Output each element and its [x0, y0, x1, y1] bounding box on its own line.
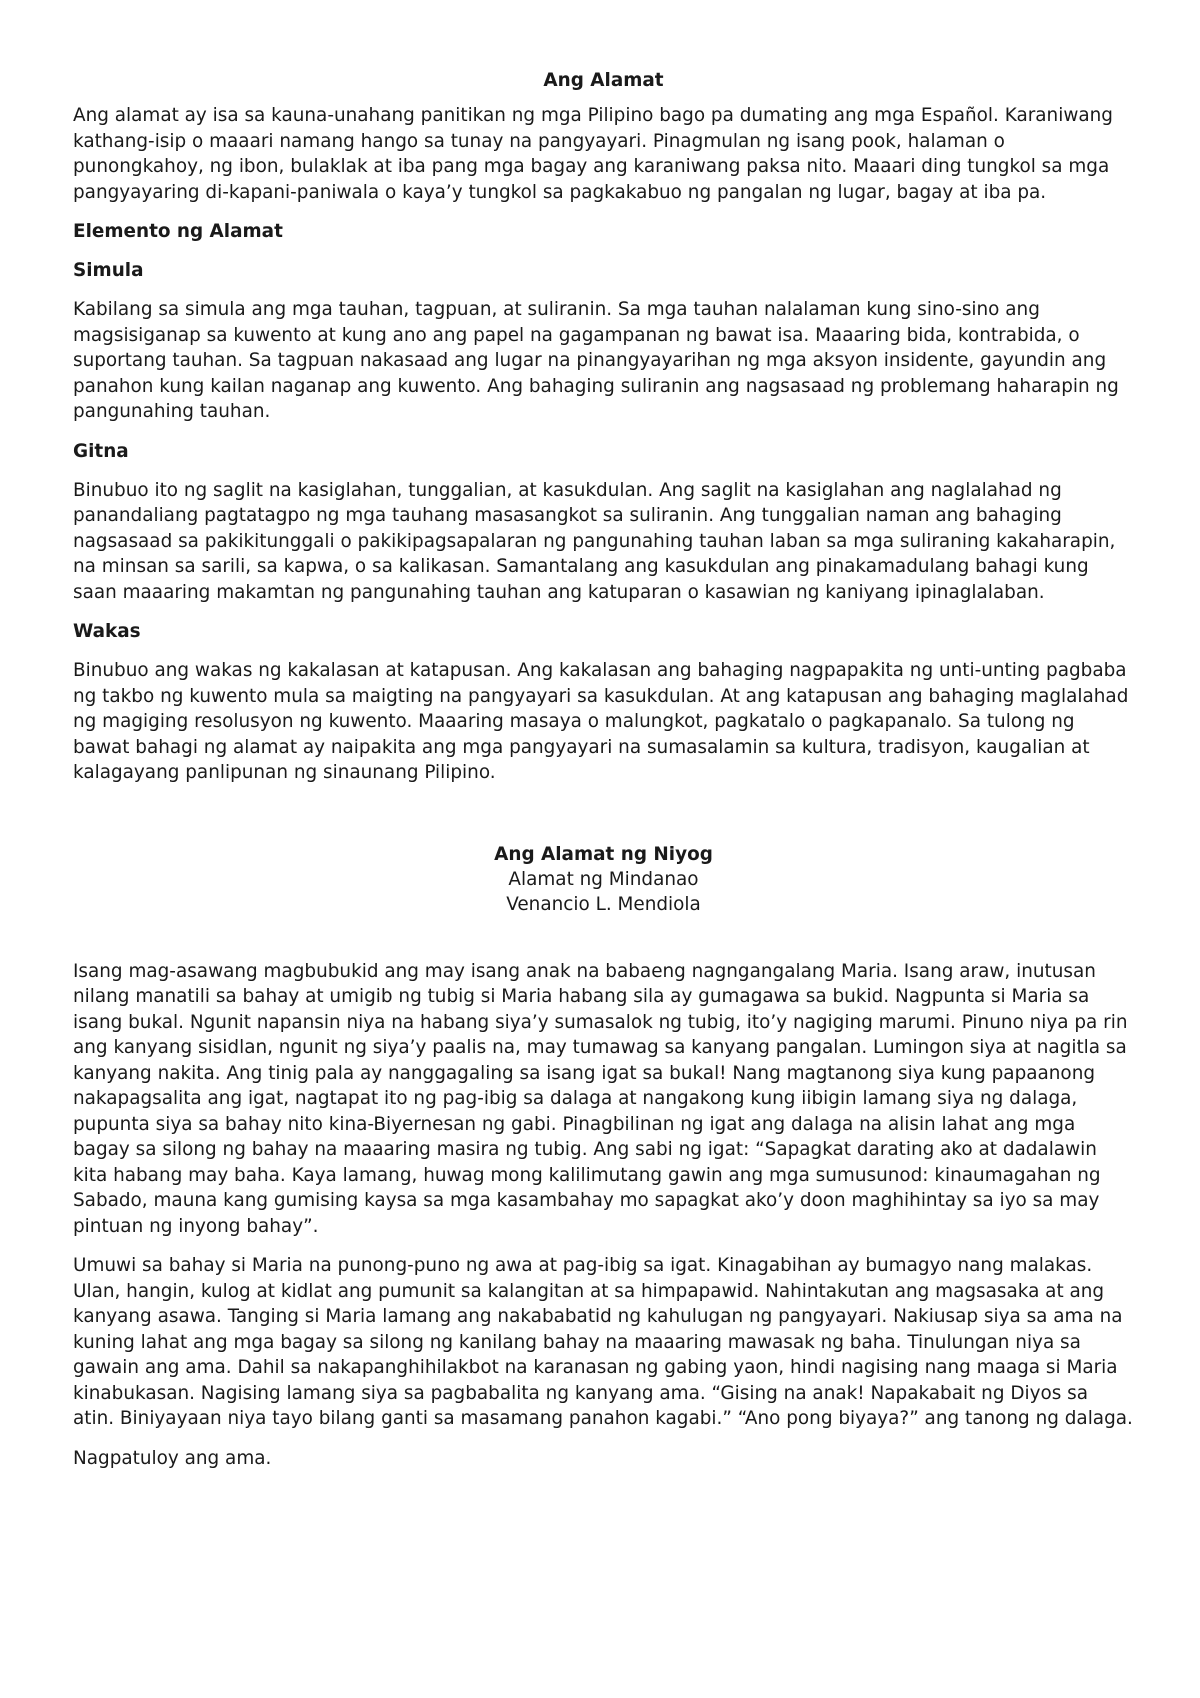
story-author: Venancio L. Mendiola [506, 893, 701, 915]
story-header [73, 842, 1134, 917]
section-heading-wakas: Wakas [73, 621, 141, 642]
section-text-simula: Kabilang sa simula ang mga tauhan, tagpuan, at suliranin. Sa mga tauhan nalalaman kung sino-sino ang magsisiganap sa kuwento at kung ano ang papel na gagampanan ng bawat isa. Maaaring bida, kontrabida, o suportang tauhan. Sa tagpuan nakasaad ang lugar na pinangyayarihan ng mga aksyon insidente, gayundin ang panahon kung kailan naganap ang kuwento. Ang bahaging suliranin ang nagsasaad ng problemang haharapin ng pangunahing tauhan. [73, 299, 1119, 422]
story-title: Ang Alamat ng Niyog [494, 843, 713, 865]
story-subtitle: Alamat ng Mindanao [508, 868, 699, 890]
story-paragraph: Umuwi sa bahay si Maria na punong-puno ng awa at pag-ibig sa igat. Kinagabihan ay bumagyo nang malakas. Ulan, hangin, kulog at kidlat ang pumunit sa kalangitan at sa himpapawid. Nahintakutan ang magsasaka at ang kanyang asawa. Tanging si Maria lamang ang nakababatid ng kahulugan ng pangyayari. Nakiusap siya sa ama na kuning lahat ang mga bagay sa silong ng kanilang bahay na maaaring mawasak ng baha. Tinulungan niya sa gawain ang ama. Dahil sa nakapanghihilakbot na karanasan ng gabing yaon, hindi nagising nang maaga si Maria kinabukasan. Nagising lamang siya sa pagbabalita ng kanyang ama. “Gising na anak! Napakabait ng Diyos sa atin. Biniyayaan niya tayo bilang ganti sa masamang panahon kagabi.” “Ano pong biyaya?” ang tanong ng dalaga. [73, 1255, 1133, 1429]
story-paragraph: Isang mag-asawang magbubukid ang may isang anak na babaeng nagngangalang Maria. Isang araw, inutusan nilang manatili sa bahay at umigib ng tubig si Maria habang sila ay gumagawa sa bukid. Nagpunta si Maria sa isang bukal. Ngunit napansin niya na habang siya’y sumasalok ng tubig, ito’y nagiging marumi. Pinuno niya pa rin ang kanyang sisidlan, ngunit ng siya’y paalis na, may tumawag sa kanyang pangalan. Lumingon siya at nagitla sa kanyang nakita. Ang tinig pala ay nanggagaling sa isang igat sa bukal! Nang magtanong siya kung papaanong nakapagsalita ang igat, nagtapat ito ng pag-ibig sa dalaga at nangakong kung iibigin lamang siya ng dalaga, pupunta siya sa bahay nito kina-Biyernesan ng gabi. Pinagbilinan ng igat ang dalaga na alisin lahat ang mga bagay sa silong ng bahay na maaaring masira ng tubig. Ang sabi ng igat: “Sapagkat darating ako at dadalawin kita habang may baha. Kaya lamang, huwag mong kalilimutang gawin ang mga sumusunod: kinaumagahan ng Sabado, mauna kang gumising kaysa sa mga kasambahay mo sapagkat ako’y doon maghihintay sa iyo sa may pintuan ng inyong bahay”. [73, 960, 1128, 1237]
section-heading-simula: Simula [73, 260, 144, 281]
elements-heading: Elemento ng Alamat [73, 221, 283, 242]
document-title: Ang Alamat [543, 70, 664, 91]
story-paragraph: Nagpatuloy ang ama. [73, 1447, 272, 1469]
section-heading-gitna: Gitna [73, 440, 129, 462]
section-text-gitna: Binubuo ito ng saglit na kasiglahan, tunggalian, at kasukdulan. Ang saglit na kasiglahan ang naglalahad ng panandaliang pagtatagpo ng mga tauhang masasangkot sa suliranin. Ang tunggalian naman ang bahaging nagsasaad sa pakikitunggali o pakikipagsapalaran ng pangunahing tauhan laban sa mga suliraning kakaharapin, na minsan sa sarili, sa kapwa, o sa kalikasan. Samantalang ang kasukdulan ang pinakamadulang bahagi kung saan maaaring makamtan ng pangunahing tauhan ang katuparan o kasawian ng kaniyang ipinaglalaban. [73, 479, 1116, 603]
intro-paragraph: Ang alamat ay isa sa kauna-unahang panitikan ng mga Pilipino bago pa dumating ang mga Español. Karaniwang kathang-isip o maaari namang hango sa tunay na pangyayari. Pinagmulan ng isang pook, halaman o punongkahoy, ng ibon, bulaklak at iba pang mga bagay ang karaniwang paksa nito. Maaari ding tungkol sa mga pangyayaring di-kapani-paniwala o kaya’y tungkol sa pagkakabuo ng pangalan ng lugar, bagay at iba pa. [73, 105, 1113, 203]
section-text-wakas: Binubuo ang wakas ng kakalasan at katapusan. Ang kakalasan ang bahaging nagpapakita ng unti-unting pagbaba ng takbo ng kuwento mula sa maigting na pangyayari sa kasukdulan. At ang katapusan ang bahaging maglalahad ng magiging resolusyon ng kuwento. Maaaring masaya o malungkot, pagkatalo o pagkapanalo. Sa tulong ng bawat bahagi ng alamat ay naipakita ang mga pangyayari na sumasalamin sa kultura, tradisyon, kaugalian at kalagayang panlipunan ng sinaunang Pilipino. [73, 660, 1129, 783]
